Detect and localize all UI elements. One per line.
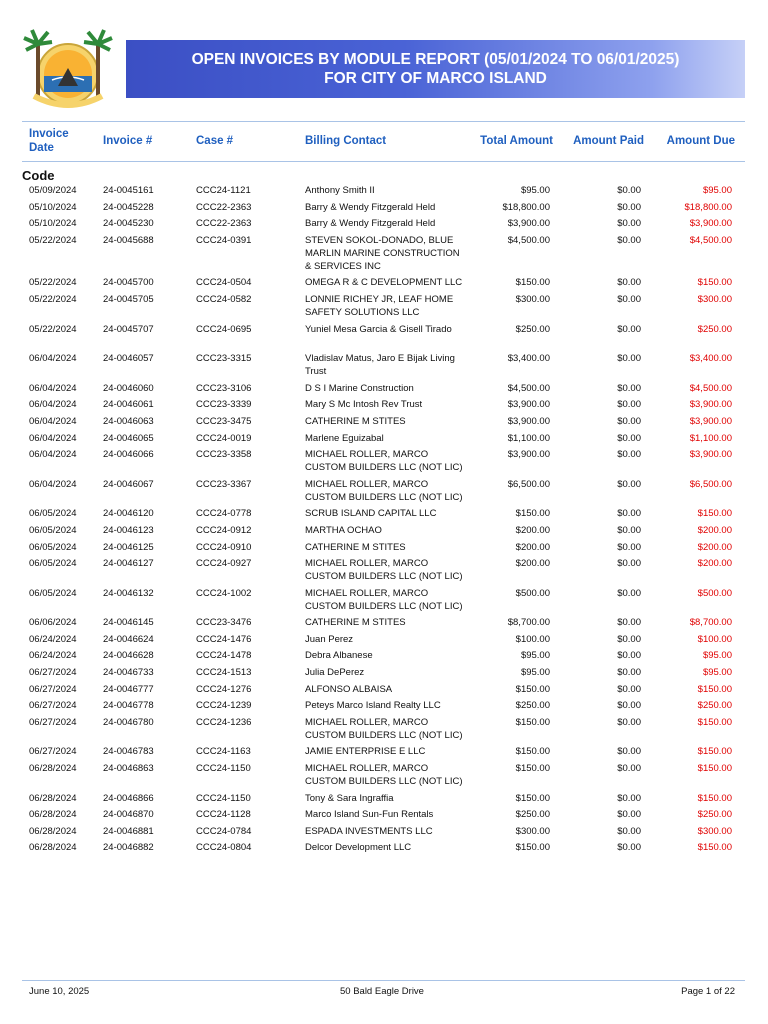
billing-contact-cell: Anthony Smith II: [305, 185, 375, 196]
invoice-date-cell: 06/05/2024: [29, 558, 77, 570]
total-amount-cell: $1,100.00: [507, 432, 550, 444]
amount-paid-cell: $0.00: [617, 763, 641, 775]
invoice-number-cell: 24-0046067: [103, 478, 154, 490]
case-number-cell: CCC24-0695: [196, 323, 252, 335]
billing-contact-cell: MICHAEL ROLLER, MARCO CUSTOM BUILDERS LLC (NOT LIC): [305, 587, 463, 612]
billing-contact-cell: Barry & Wendy Fitzgerald Held: [305, 218, 436, 230]
invoice-date-cell: 06/05/2024: [29, 541, 77, 553]
billing-contact-cell: Tony & Sara Ingraffia: [305, 792, 394, 804]
table-row: [0, 633, 768, 650]
case-number-cell: CCC24-0910: [196, 541, 252, 553]
billing-contact-cell: Barry & Wendy Fitzgerald Held: [305, 201, 436, 213]
billing-contact-cell: Yuniel Mesa Garcia & Gisell Tirado: [305, 323, 452, 335]
table-row: [0, 478, 768, 508]
invoice-date-cell: 05/10/2024: [29, 201, 77, 213]
billing-contact-cell: D S I Marine Construction: [305, 382, 414, 394]
table-row: [0, 762, 768, 792]
invoice-number-cell: 24-0046624: [103, 633, 154, 645]
header-top-rule: [22, 121, 745, 122]
invoice-date-cell: 06/05/2024: [29, 587, 77, 599]
invoice-date-cell: 05/09/2024: [29, 185, 77, 196]
invoice-number-cell: 24-0046065: [103, 432, 154, 444]
case-number-cell: CCC24-0927: [196, 558, 252, 570]
amount-paid-cell: $0.00: [617, 746, 641, 758]
col-header-amount-due: Amount Due: [666, 135, 735, 147]
billing-contact-cell: Peteys Marco Island Realty LLC: [305, 700, 441, 712]
table-row: [0, 587, 768, 617]
amount-due-cell: $150.00: [697, 716, 732, 728]
total-amount-cell: $150.00: [515, 763, 550, 775]
invoice-number-cell: 24-0045228: [103, 201, 154, 213]
case-number-cell: CCC24-1002: [196, 587, 252, 599]
amount-paid-cell: $0.00: [617, 700, 641, 712]
case-number-cell: CCC24-0778: [196, 508, 252, 520]
case-number-cell: CCC24-1150: [196, 763, 251, 775]
invoice-number-cell: 24-0046061: [103, 399, 154, 411]
city-logo: [22, 24, 114, 112]
invoice-date-cell: 06/27/2024: [29, 746, 77, 758]
invoice-number-cell: 24-0046628: [103, 650, 154, 662]
invoice-number-cell: 24-0046778: [103, 700, 154, 712]
case-number-cell: CCC24-0582: [196, 293, 252, 305]
invoice-date-cell: 06/06/2024: [29, 617, 77, 629]
invoice-number-cell: 24-0045707: [103, 323, 154, 335]
case-number-cell: CCC24-1478: [196, 650, 252, 662]
table-row: [0, 808, 768, 825]
invoice-date-cell: 06/28/2024: [29, 809, 77, 821]
invoice-date-cell: 06/04/2024: [29, 353, 77, 365]
amount-due-cell: $200.00: [697, 558, 732, 570]
billing-contact-cell: ESPADA INVESTMENTS LLC: [305, 825, 433, 837]
total-amount-cell: $3,900.00: [507, 415, 550, 427]
amount-paid-cell: $0.00: [617, 478, 641, 490]
invoice-number-cell: 24-0045705: [103, 293, 154, 305]
case-number-cell: CCC24-1276: [196, 683, 252, 695]
case-number-cell: CCC23-3475: [196, 415, 252, 427]
report-title-line1: OPEN INVOICES BY MODULE REPORT (05/01/2024 TO 06/01/2025): [191, 51, 680, 68]
total-amount-cell: $500.00: [515, 587, 550, 599]
amount-paid-cell: $0.00: [617, 323, 641, 335]
invoice-number-cell: 24-0046777: [103, 683, 154, 695]
amount-due-cell: $3,900.00: [689, 449, 732, 461]
total-amount-cell: $300.00: [515, 825, 550, 837]
table-row: [0, 716, 768, 746]
invoice-date-cell: 05/22/2024: [29, 293, 77, 305]
table-row: [0, 825, 768, 842]
case-number-cell: CCC22-2363: [196, 201, 252, 213]
billing-contact-cell: MARTHA OCHAO: [305, 524, 382, 536]
total-amount-cell: $150.00: [515, 792, 550, 804]
invoice-date-cell: 06/27/2024: [29, 716, 77, 728]
amount-due-cell: $95.00: [702, 650, 732, 662]
invoice-number-cell: 24-0046057: [103, 353, 154, 365]
total-amount-cell: $150.00: [515, 842, 550, 854]
billing-contact-cell: STEVEN SOKOL-DONADO, BLUE MARLIN MARINE CONSTRUCTION & SERVICES INC: [305, 234, 460, 272]
table-row: [0, 415, 768, 432]
amount-due-cell: $3,900.00: [689, 399, 732, 411]
table-row: [0, 745, 768, 762]
footer-address: 50 Bald Eagle Drive: [340, 986, 424, 997]
invoice-date-cell: 06/27/2024: [29, 700, 77, 712]
billing-contact-cell: ALFONSO ALBAISA: [305, 683, 393, 695]
amount-due-cell: $18,800.00: [684, 201, 732, 213]
amount-due-cell: $150.00: [697, 763, 732, 775]
city-seal-icon: [22, 24, 114, 112]
table-row: [0, 217, 768, 234]
amount-paid-cell: $0.00: [617, 432, 641, 444]
amount-due-cell: $8,700.00: [689, 617, 732, 629]
amount-due-cell: $4,500.00: [689, 382, 732, 394]
invoice-date-cell: 06/05/2024: [29, 524, 77, 536]
billing-contact-cell: Vladislav Matus, Jaro E Bijak Living Trust: [305, 353, 455, 378]
amount-paid-cell: $0.00: [617, 792, 641, 804]
footer-date: June 10, 2025: [29, 986, 90, 997]
amount-due-cell: $3,900.00: [689, 415, 732, 427]
amount-due-cell: $150.00: [697, 683, 732, 695]
footer-page-number: Page 1 of 22: [681, 986, 735, 997]
invoice-date-cell: 06/24/2024: [29, 650, 77, 662]
invoice-number-cell: 24-0046882: [103, 842, 154, 854]
invoice-date-cell: 06/04/2024: [29, 382, 77, 394]
total-amount-cell: $3,400.00: [507, 353, 550, 365]
table-row: [0, 616, 768, 633]
invoice-date-cell: 05/10/2024: [29, 218, 77, 230]
amount-due-cell: $150.00: [697, 842, 732, 854]
amount-due-cell: $500.00: [697, 587, 732, 599]
amount-paid-cell: $0.00: [617, 508, 641, 520]
invoice-number-cell: 24-0046123: [103, 524, 154, 536]
amount-paid-cell: $0.00: [617, 667, 641, 679]
table-row: [0, 792, 768, 809]
total-amount-cell: $100.00: [515, 633, 550, 645]
invoice-number-cell: 24-0046863: [103, 763, 154, 775]
amount-due-cell: $150.00: [697, 746, 732, 758]
footer-rule: [22, 980, 745, 981]
report-title-line2: FOR CITY OF MARCO ISLAND: [324, 70, 547, 87]
total-amount-cell: $250.00: [515, 323, 550, 335]
billing-contact-cell: MICHAEL ROLLER, MARCO CUSTOM BUILDERS LLC (NOT LIC): [305, 478, 463, 503]
billing-contact-cell: MICHAEL ROLLER, MARCO CUSTOM BUILDERS LLC (NOT LIC): [305, 449, 463, 474]
invoice-number-cell: 24-0045688: [103, 234, 154, 246]
case-number-cell: CCC23-3358: [196, 449, 252, 461]
invoice-table-body: [0, 184, 768, 858]
amount-due-cell: $3,400.00: [689, 353, 732, 365]
total-amount-cell: $8,700.00: [507, 617, 550, 629]
case-number-cell: CCC23-3476: [196, 617, 252, 629]
table-row: [0, 507, 768, 524]
total-amount-cell: $95.00: [520, 667, 550, 679]
invoice-date-cell: 06/04/2024: [29, 432, 77, 444]
invoice-date-cell: 06/04/2024: [29, 399, 77, 411]
table-row: [0, 293, 768, 323]
amount-paid-cell: $0.00: [617, 541, 641, 553]
amount-due-cell: $1,100.00: [689, 432, 732, 444]
total-amount-cell: $95.00: [520, 650, 550, 662]
amount-due-cell: $300.00: [697, 293, 732, 305]
amount-paid-cell: $0.00: [617, 825, 641, 837]
amount-paid-cell: $0.00: [617, 449, 641, 461]
total-amount-cell: $150.00: [515, 277, 550, 289]
amount-due-cell: $3,900.00: [689, 218, 732, 230]
amount-paid-cell: $0.00: [617, 415, 641, 427]
case-number-cell: CCC24-0019: [196, 432, 252, 444]
invoice-date-cell: 05/22/2024: [29, 323, 77, 335]
case-number-cell: CCC24-1128: [196, 809, 251, 821]
total-amount-cell: $250.00: [515, 809, 550, 821]
col-header-case-no: Case #: [196, 135, 234, 147]
total-amount-cell: $3,900.00: [507, 399, 550, 411]
amount-due-cell: $250.00: [697, 323, 732, 335]
invoice-number-cell: 24-0046066: [103, 449, 154, 461]
invoice-date-cell: 06/28/2024: [29, 825, 77, 837]
billing-contact-cell: Juan Perez: [305, 633, 354, 645]
case-number-cell: CCC23-3315: [196, 353, 252, 365]
case-number-cell: CCC24-0391: [196, 234, 252, 246]
invoice-number-cell: 24-0046866: [103, 792, 154, 804]
amount-paid-cell: $0.00: [617, 382, 641, 394]
table-row: [0, 557, 768, 587]
billing-contact-cell: OMEGA R & C DEVELOPMENT LLC: [305, 277, 463, 289]
amount-paid-cell: $0.00: [617, 185, 641, 196]
table-row: [0, 699, 768, 716]
amount-due-cell: $4,500.00: [689, 234, 732, 246]
invoice-date-cell: 06/04/2024: [29, 415, 77, 427]
total-amount-cell: $3,900.00: [507, 449, 550, 461]
case-number-cell: CCC24-0504: [196, 277, 252, 289]
amount-due-cell: $150.00: [697, 508, 732, 520]
total-amount-cell: $3,900.00: [507, 218, 550, 230]
billing-contact-cell: Debra Albanese: [305, 650, 373, 662]
invoice-date-cell: 06/28/2024: [29, 792, 77, 804]
table-row: [0, 432, 768, 449]
amount-due-cell: $150.00: [697, 277, 732, 289]
col-header-amount-paid: Amount Paid: [573, 135, 644, 147]
case-number-cell: CCC24-1163: [196, 746, 251, 758]
invoice-date-cell: 06/04/2024: [29, 478, 77, 490]
amount-paid-cell: $0.00: [617, 201, 641, 213]
case-number-cell: CCC24-0912: [196, 524, 252, 536]
table-row: [0, 649, 768, 666]
case-number-cell: CCC24-1513: [196, 667, 252, 679]
amount-paid-cell: $0.00: [617, 716, 641, 728]
total-amount-cell: $150.00: [515, 508, 550, 520]
header-bottom-rule: [22, 161, 745, 162]
amount-paid-cell: $0.00: [617, 353, 641, 365]
total-amount-cell: $200.00: [515, 541, 550, 553]
amount-due-cell: $6,500.00: [689, 478, 732, 490]
case-number-cell: CCC23-3367: [196, 478, 252, 490]
billing-contact-cell: Julia DePerez: [305, 667, 365, 679]
total-amount-cell: $150.00: [515, 683, 550, 695]
total-amount-cell: $200.00: [515, 524, 550, 536]
col-header-total-amount: Total Amount: [480, 135, 553, 147]
billing-contact-cell: MICHAEL ROLLER, MARCO CUSTOM BUILDERS LLC (NOT LIC): [305, 716, 463, 741]
invoice-number-cell: 24-0046733: [103, 667, 154, 679]
billing-contact-cell: Marlene Eguizabal: [305, 432, 384, 444]
table-row: [0, 541, 768, 558]
table-row: [0, 323, 768, 353]
amount-paid-cell: $0.00: [617, 650, 641, 662]
amount-due-cell: $250.00: [697, 700, 732, 712]
table-row: [0, 683, 768, 700]
billing-contact-cell: Marco Island Sun-Fun Rentals: [305, 809, 434, 821]
total-amount-cell: $4,500.00: [507, 382, 550, 394]
invoice-date-cell: 05/22/2024: [29, 277, 77, 289]
amount-paid-cell: $0.00: [617, 842, 641, 854]
case-number-cell: CCC24-0784: [196, 825, 252, 837]
amount-paid-cell: $0.00: [617, 524, 641, 536]
amount-due-cell: $150.00: [697, 792, 732, 804]
invoice-number-cell: 24-0046063: [103, 415, 154, 427]
invoice-number-cell: 24-0046060: [103, 382, 154, 394]
invoice-number-cell: 24-0045700: [103, 277, 154, 289]
amount-paid-cell: $0.00: [617, 218, 641, 230]
billing-contact-cell: CATHERINE M STITES: [305, 617, 406, 629]
invoice-number-cell: 24-0046145: [103, 617, 154, 629]
amount-paid-cell: $0.00: [617, 558, 641, 570]
total-amount-cell: $300.00: [515, 293, 550, 305]
amount-paid-cell: $0.00: [617, 234, 641, 246]
table-row: [0, 184, 768, 201]
table-row: [0, 234, 768, 277]
billing-contact-cell: CATHERINE M STITES: [305, 415, 406, 427]
amount-paid-cell: $0.00: [617, 809, 641, 821]
invoice-date-cell: 06/24/2024: [29, 633, 77, 645]
report-title-banner: [126, 40, 745, 98]
total-amount-cell: $18,800.00: [502, 201, 550, 213]
total-amount-cell: $95.00: [520, 185, 550, 196]
case-number-cell: CCC24-1236: [196, 716, 252, 728]
invoice-date-cell: 06/28/2024: [29, 842, 77, 854]
amount-paid-cell: $0.00: [617, 587, 641, 599]
table-row: [0, 276, 768, 293]
invoice-number-cell: 24-0046783: [103, 746, 154, 758]
amount-due-cell: $200.00: [697, 524, 732, 536]
amount-due-cell: $300.00: [697, 825, 732, 837]
invoice-date-cell: 05/22/2024: [29, 234, 77, 246]
amount-paid-cell: $0.00: [617, 633, 641, 645]
invoice-number-cell: 24-0046125: [103, 541, 154, 553]
amount-due-cell: $250.00: [697, 809, 732, 821]
invoice-number-cell: 24-0045161: [103, 185, 154, 196]
case-number-cell: CCC24-0804: [196, 842, 252, 854]
table-row: [0, 382, 768, 399]
billing-contact-cell: Delcor Development LLC: [305, 842, 412, 854]
invoice-date-cell: 06/27/2024: [29, 683, 77, 695]
amount-paid-cell: $0.00: [617, 277, 641, 289]
billing-contact-cell: MICHAEL ROLLER, MARCO CUSTOM BUILDERS LLC (NOT LIC): [305, 763, 463, 788]
col-header-invoice-no: Invoice #: [103, 135, 153, 147]
total-amount-cell: $150.00: [515, 716, 550, 728]
invoice-number-cell: 24-0045230: [103, 218, 154, 230]
table-row: [0, 398, 768, 415]
total-amount-cell: $200.00: [515, 558, 550, 570]
billing-contact-cell: MICHAEL ROLLER, MARCO CUSTOM BUILDERS LLC (NOT LIC): [305, 558, 463, 583]
case-number-cell: CCC24-1150: [196, 792, 251, 804]
amount-paid-cell: $0.00: [617, 293, 641, 305]
group-label: Code: [22, 168, 55, 183]
billing-contact-cell: LONNIE RICHEY JR, LEAF HOME SAFETY SOLUTIONS LLC: [305, 293, 454, 318]
invoice-number-cell: 24-0046881: [103, 825, 154, 837]
invoice-date-cell: 06/05/2024: [29, 508, 77, 520]
amount-paid-cell: $0.00: [617, 683, 641, 695]
invoice-number-cell: 24-0046132: [103, 587, 154, 599]
billing-contact-cell: CATHERINE M STITES: [305, 541, 406, 553]
table-row: [0, 201, 768, 218]
total-amount-cell: $4,500.00: [507, 234, 550, 246]
case-number-cell: CCC23-3339: [196, 399, 252, 411]
amount-due-cell: $95.00: [702, 185, 732, 196]
table-row: [0, 524, 768, 541]
col-header-billing-contact: Billing Contact: [305, 135, 387, 147]
col-header-invoice-date: Invoice Date: [29, 128, 69, 154]
invoice-date-cell: 06/04/2024: [29, 449, 77, 461]
table-row: [0, 666, 768, 683]
total-amount-cell: $6,500.00: [507, 478, 550, 490]
amount-due-cell: $95.00: [702, 667, 732, 679]
billing-contact-cell: JAMIE ENTERPRISE E LLC: [305, 746, 426, 758]
amount-paid-cell: $0.00: [617, 399, 641, 411]
case-number-cell: CCC23-3106: [196, 382, 252, 394]
invoice-number-cell: 24-0046127: [103, 558, 154, 570]
total-amount-cell: $150.00: [515, 746, 550, 758]
amount-due-cell: $200.00: [697, 541, 732, 553]
billing-contact-cell: Mary S Mc Intosh Rev Trust: [305, 399, 423, 411]
case-number-cell: CCC24-1121: [196, 185, 251, 196]
billing-contact-cell: SCRUB ISLAND CAPITAL LLC: [305, 508, 437, 520]
case-number-cell: CCC24-1239: [196, 700, 252, 712]
invoice-number-cell: 24-0046120: [103, 508, 154, 520]
amount-due-cell: $100.00: [697, 633, 732, 645]
table-row: [0, 352, 768, 382]
invoice-number-cell: 24-0046780: [103, 716, 154, 728]
invoice-date-cell: 06/27/2024: [29, 667, 77, 679]
invoice-number-cell: 24-0046870: [103, 809, 154, 821]
table-row: [0, 841, 768, 858]
case-number-cell: CCC24-1476: [196, 633, 252, 645]
total-amount-cell: $250.00: [515, 700, 550, 712]
table-row: [0, 448, 768, 478]
case-number-cell: CCC22-2363: [196, 218, 252, 230]
amount-paid-cell: $0.00: [617, 617, 641, 629]
invoice-date-cell: 06/28/2024: [29, 763, 77, 775]
